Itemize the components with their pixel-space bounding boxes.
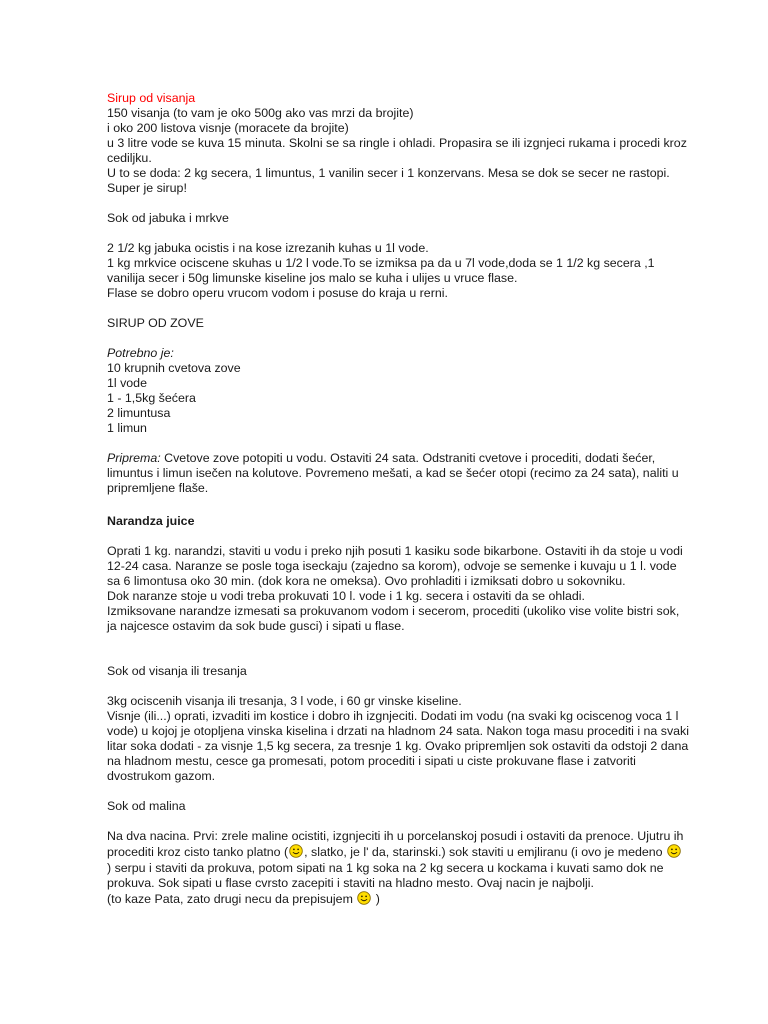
text-line: U to se doda: 2 kg secera, 1 limuntus, 1 vanilin secer i 1 konzervans. Mesa se dok se secer ne rastopi. [107, 166, 670, 180]
ingredient-item: 10 krupnih cvetova zove [107, 361, 241, 375]
text-line: i oko 200 listova visnje (moracete da brojite) [107, 121, 349, 135]
text-line: 3kg ociscenih visanja ili tresanja, 3 l vode, i 60 gr vinske kiseline. [107, 694, 462, 708]
preparation-line: Priprema: Cvetove zove potopiti u vodu. Ostaviti 24 sata. Odstraniti cvetove i procediti, dodati šećer, [107, 451, 656, 465]
text-line: Flase se dobro operu vrucom vodom i posuse do kraja u rerni. [107, 286, 448, 300]
spacer [107, 436, 703, 451]
text-line: 150 visanja (to vam je oko 500g ako vas mrzi da brojite) [107, 106, 414, 120]
recipe-title-sok-od-jabuka: Sok od jabuka i mrkve [107, 211, 229, 225]
text-line: Super je sirup! [107, 181, 187, 195]
text-line: vode) u kojoj je otopljena vinska kiselina i drzati na hladnom 24 sata. Nakon toga masu procediti i na svaki [107, 724, 689, 738]
text-line: ) serpu i staviti da prokuva, potom sipati na 1 kg soka na 2 kg secera u kockama i kuvati samo dok ne [107, 861, 664, 875]
spacer [107, 226, 703, 241]
spacer [107, 814, 703, 829]
text-line: sa 6 limontusa oko 30 min. (dok kora ne omeksa). Ovo prohladiti i izmiksati dobro u sokovniku. [107, 574, 626, 588]
ingredient-item: 1l vode [107, 376, 147, 390]
spacer [107, 196, 703, 211]
text-line: na hladnom mestu, cesce ga promesati, potom procediti i sipati u ciste prokuvane flase i zatvoriti [107, 754, 636, 768]
smiley-icon [289, 844, 303, 858]
smiley-icon [357, 891, 371, 905]
text-line: 2 1/2 kg jabuka ocistis i na kose izrezanih kuhas u 1l vode. [107, 241, 429, 255]
recipe-title-sirup-od-visanja: Sirup od visanja [107, 91, 196, 105]
spacer [107, 784, 703, 799]
text-line: Na dva nacina. Prvi: zrele maline ocistiti, izgnjeciti ih u porcelanskoj posudi i ostaviti da prenoce. Ujutru ih [107, 829, 684, 843]
text-line: ja najcesce ostavim da sok bude gusci) i sipati u flase. [107, 619, 405, 633]
recipe-title-sok-od-visanja: Sok od visanja ili tresanja [107, 664, 247, 678]
text-line: Izmiksovane narandze izmesati sa prokuvanom vodom i secerom, procediti (ukoliko vise volite bistri sok, [107, 604, 680, 618]
preparation-label: Priprema: [107, 451, 161, 465]
text-line: procediti kroz cisto tanko platno ( , slatko, je l' da, starinski.) sok staviti u emjliranu (i ovo je medeno [107, 844, 703, 861]
text-line: limuntus i limun isečen na kolutove. Povremeno mešati, a kad se šećer otopi (recimo za 24 sata), naliti u [107, 466, 679, 480]
text-line: 12-24 casa. Naranze se posle toga iseckaju (zajedno sa korom), odvoje se semenke i kuvaju u 1 l. vode [107, 559, 677, 573]
text-line: Oprati 1 kg. narandzi, staviti u vodu i preko njih posuti 1 kasiku sode bikarbone. Ostaviti ih da stoje u vodi [107, 544, 683, 558]
text-line: Dok naranze stoje u vodi treba prokuvati 10 l. vode i 1 kg. secera i ostaviti da se ohladi. [107, 589, 585, 603]
ingredient-item: 1 limun [107, 421, 147, 435]
recipe-title-narandza-juice: Narandza juice [107, 514, 195, 528]
text-line: 1 kg mrkvice ociscene skuhas u 1/2 l vode.To se izmiksa pa da u 7l vode,doda se 1 1/2 kg secera ,1 [107, 256, 655, 270]
text-line: cediljku. [107, 151, 152, 165]
text-line: dvostrukom gazom. [107, 769, 216, 783]
spacer [107, 634, 703, 664]
recipe-title-sok-od-malina: Sok od malina [107, 799, 186, 813]
document-page [107, 91, 703, 908]
text-line: Visnje (ili...) oprati, izvaditi im kostice i dobro ih izgnjeciti. Dodati im vodu (na svaki kg ociscenog voca 1 l [107, 709, 679, 723]
recipe-title-sirup-od-zove: SIRUP OD ZOVE [107, 316, 204, 330]
ingredients-label: Potrebno je: [107, 346, 174, 360]
ingredient-item: 2 limuntusa [107, 406, 171, 420]
ingredient-item: 1 - 1,5kg šećera [107, 391, 196, 405]
text-line: (to kaze Pata, zato drugi necu da prepisujem ) [107, 892, 380, 906]
text-line: vanilija secer i 50g limunske kiseline jos malo se kuha i ulijes u vruce flase. [107, 271, 518, 285]
spacer [107, 496, 703, 514]
text-line: u 3 litre vode se kuva 15 minuta. Skolni se sa ringle i ohladi. Propasira se ili izgnjeci rukama i procedi kroz [107, 136, 687, 150]
spacer [107, 529, 703, 544]
spacer [107, 679, 703, 694]
spacer [107, 301, 703, 316]
text-line: litar soka dodati - za visnje 1,5 kg secera, za tresnje 1 kg. Ovako pripremljen sok ostaviti da odstoji 2 dana [107, 739, 689, 753]
spacer [107, 331, 703, 346]
smiley-icon [667, 844, 681, 858]
text-line: prokuva. Sok sipati u flase cvrsto zacepiti i staviti na hladno mesto. Ovaj nacin je najbolji. [107, 876, 594, 890]
text-line: pripremljene flaše. [107, 481, 209, 495]
